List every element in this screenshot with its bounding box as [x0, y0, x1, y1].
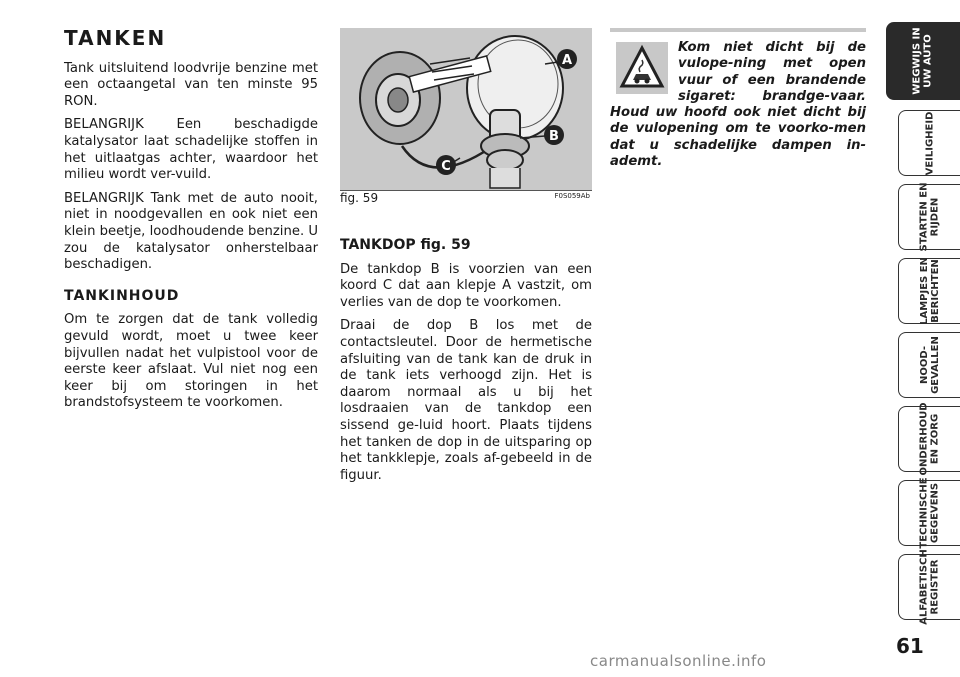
section-title: TANKEN — [64, 26, 167, 50]
tab-register[interactable]: ALFABETISCH REGISTER — [898, 554, 960, 620]
fuel-cap-illustration — [340, 28, 592, 190]
figure-number: fig. 59 — [340, 191, 379, 205]
tab-onderhoud[interactable]: ONDERHOUD EN ZORG — [898, 406, 960, 472]
paragraph: Draai de dop B los met de contactsleutel. Door de hermetische afsluiting van de tank kan de druk in de tank iets verhoogd zijn. Het is daarom normaal als u bij het losdraaien van de tankdop een sissend ge-luid hoort. Plaats tijdens het tanken de dop in de uitsparing op het tankklepje, zoals af-gebeeld in de figuur. — [340, 318, 592, 483]
paragraph: Tank uitsluitend loodvrije benzine met een octaangetal van ten minste 95 RON. — [64, 60, 318, 109]
chapter-tabs — [886, 0, 960, 677]
tab-lampjes[interactable]: LAMPJES EN BERICHTEN — [898, 258, 960, 324]
label-c: C — [441, 159, 451, 174]
subsection-title: TANKINHOUD — [64, 287, 180, 304]
warning-box — [610, 28, 866, 170]
tab-veiligheid[interactable]: VEILIGHEID — [898, 110, 960, 176]
fuel-cap-figure — [340, 28, 592, 191]
tab-starten[interactable]: STARTEN EN RIJDEN — [898, 184, 960, 250]
warning-triangle-icon — [616, 42, 668, 94]
tab-wegwijs[interactable]: WEGWIJS IN UW AUTO — [886, 22, 960, 100]
paragraph: Om te zorgen dat de tank volledig gevuld wordt, moet u twee keer bijvullen nadat het vulpistool voor de eerste keer afslaat. Vul niet nog een keer bij om storingen in het brandstofsysteem te voorkomen. — [64, 312, 318, 411]
warning-rule — [610, 28, 866, 32]
warning-text: Kom niet dicht bij de vulope-ning met open vuur of een brandende sigaret: brandge-vaar. Houd uw hoofd ook niet dicht bij de vulopening om te voorko-men dat u schadelijke dampen in-ademt. — [610, 40, 866, 170]
watermark: carmanualsonline.info — [590, 652, 767, 670]
tab-noodgevallen[interactable]: NOOD- GEVALLEN — [898, 332, 960, 398]
tab-technische[interactable]: TECHNISCHE GEGEVENS — [898, 480, 960, 546]
label-b: B — [549, 129, 559, 144]
paragraph: De tankdop B is voorzien van een koord C dat aan klepje A vastzit, om verlies van de dop te voorkomen. — [340, 261, 592, 310]
page-number: 61 — [896, 634, 924, 658]
left-column — [64, 26, 318, 419]
paragraph: BELANGRIJK Tank met de auto nooit, niet in noodgevallen en ook niet een klein beetje, loodhoudende benzine. U zou de katalysator onherstelbaar beschadigen. — [64, 190, 318, 273]
section-title: TANKDOP fig. 59 — [340, 237, 471, 253]
figure-caption — [340, 191, 592, 205]
figure-code: F0S059Ab — [554, 192, 590, 200]
middle-column — [340, 237, 592, 491]
label-a: A — [561, 53, 573, 68]
paragraph: BELANGRIJK Een beschadigde katalysator laat schadelijke stoffen in het uitlaatgas achter, waardoor het milieu wordt ver-vuild. — [64, 117, 318, 183]
